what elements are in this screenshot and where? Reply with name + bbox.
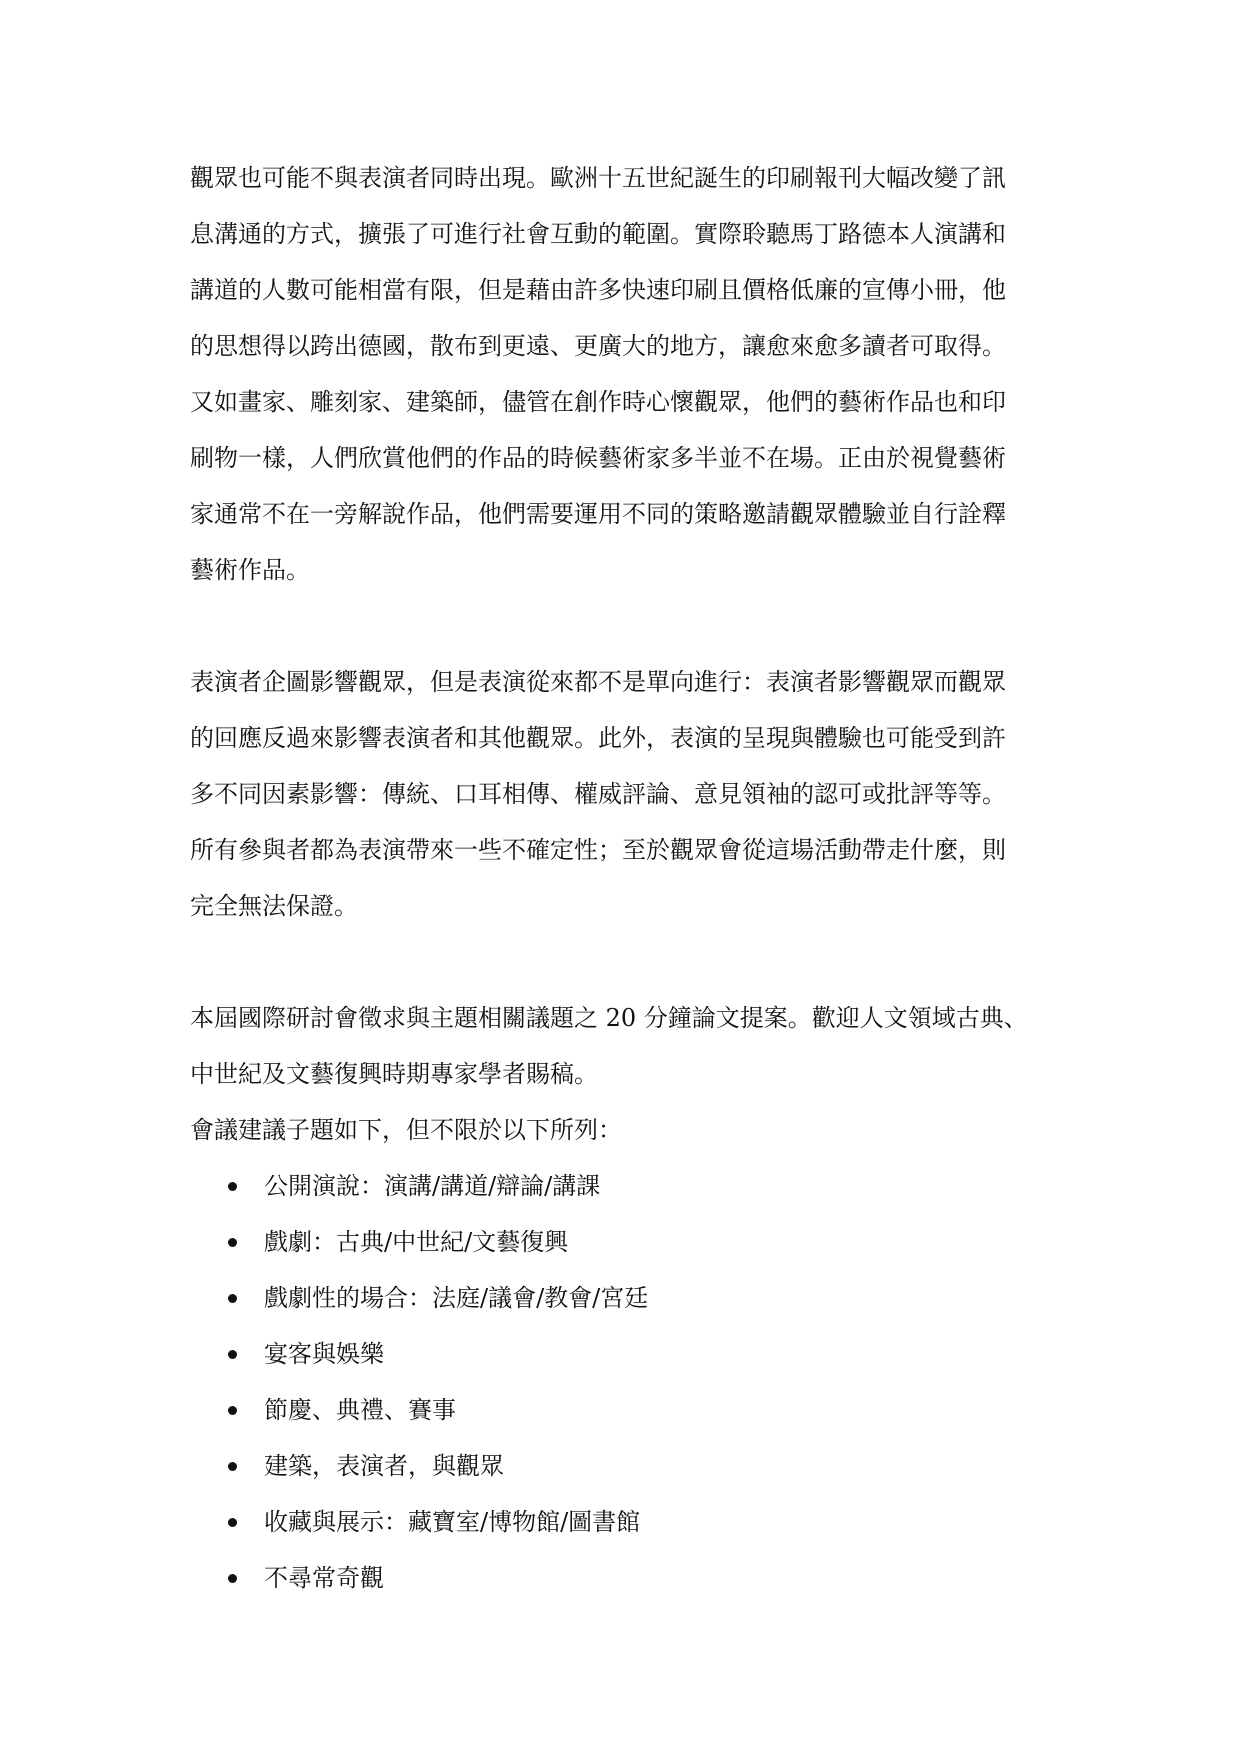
text-line: 藝術作品。 <box>190 556 310 584</box>
bullet-icon <box>228 1182 237 1191</box>
list-item <box>190 1326 1050 1382</box>
paragraph-performers-influence <box>190 654 1050 934</box>
bullet-icon <box>228 1294 237 1303</box>
list-item <box>190 1270 1050 1326</box>
bullet-icon <box>228 1518 237 1527</box>
list-item <box>190 1158 1050 1214</box>
text-line: 會議建議子題如下，但不限於以下所列： <box>190 1116 622 1144</box>
text-line: 多不同因素影響：傳統、口耳相傳、權威評論、意見領袖的認可或批評等等。 <box>190 780 1006 808</box>
paragraph-printed-audiences <box>190 150 1050 598</box>
list-item-text: 節慶、典禮、賽事 <box>264 1396 456 1424</box>
bullet-icon <box>228 1350 237 1359</box>
list-item <box>190 1494 1050 1550</box>
text-line: 完全無法保證。 <box>190 892 358 920</box>
bullet-icon <box>228 1406 237 1415</box>
text-line: 講道的人數可能相當有限，但是藉由許多快速印刷且價格低廉的宣傳小冊，他 <box>190 276 1006 304</box>
list-item-text: 戲劇：古典/中世紀/文藝復興 <box>264 1228 569 1256</box>
list-item <box>190 1550 1050 1606</box>
paragraph-call-for-papers <box>190 990 1050 1158</box>
text-line: 息溝通的方式，擴張了可進行社會互動的範圍。實際聆聽馬丁路德本人演講和 <box>190 220 1006 248</box>
text-line: 刷物一樣，人們欣賞他們的作品的時候藝術家多半並不在場。正由於視覺藝術 <box>190 444 1006 472</box>
text-line: 所有參與者都為表演帶來一些不確定性；至於觀眾會從這場活動帶走什麼，則 <box>190 836 1006 864</box>
bullet-icon <box>228 1462 237 1471</box>
bullet-icon <box>228 1574 237 1583</box>
text-line: 本屆國際研討會徵求與主題相關議題之 20 分鐘論文提案。歡迎人文領域古典、 <box>190 1004 1028 1032</box>
bullet-icon <box>228 1238 237 1247</box>
list-item-text: 戲劇性的場合：法庭/議會/教會/宮廷 <box>264 1284 649 1312</box>
list-item-text: 建築，表演者，與觀眾 <box>264 1452 504 1480</box>
text-line: 中世紀及文藝復興時期專家學者賜稿。 <box>190 1060 598 1088</box>
text-line: 表演者企圖影響觀眾，但是表演從來都不是單向進行：表演者影響觀眾而觀眾 <box>190 668 1006 696</box>
text-line: 的回應反過來影響表演者和其他觀眾。此外，表演的呈現與體驗也可能受到許 <box>190 724 1006 752</box>
document-page <box>190 150 1050 1606</box>
topics-list <box>190 1158 1050 1606</box>
list-item-text: 收藏與展示：藏寶室/博物館/圖書館 <box>264 1508 641 1536</box>
text-line: 家通常不在一旁解說作品，他們需要運用不同的策略邀請觀眾體驗並自行詮釋 <box>190 500 1006 528</box>
text-line: 又如畫家、雕刻家、建築師，儘管在創作時心懷觀眾，他們的藝術作品也和印 <box>190 388 1006 416</box>
list-item-text: 公開演說：演講/講道/辯論/講課 <box>264 1172 601 1200</box>
text-line: 觀眾也可能不與表演者同時出現。歐洲十五世紀誕生的印刷報刊大幅改變了訊 <box>190 164 1006 192</box>
text-line: 的思想得以跨出德國，散布到更遠、更廣大的地方，讓愈來愈多讀者可取得。 <box>190 332 1006 360</box>
list-item <box>190 1214 1050 1270</box>
list-item <box>190 1382 1050 1438</box>
list-item-text: 宴客與娛樂 <box>264 1340 384 1368</box>
list-item <box>190 1438 1050 1494</box>
list-item-text: 不尋常奇觀 <box>264 1564 384 1592</box>
